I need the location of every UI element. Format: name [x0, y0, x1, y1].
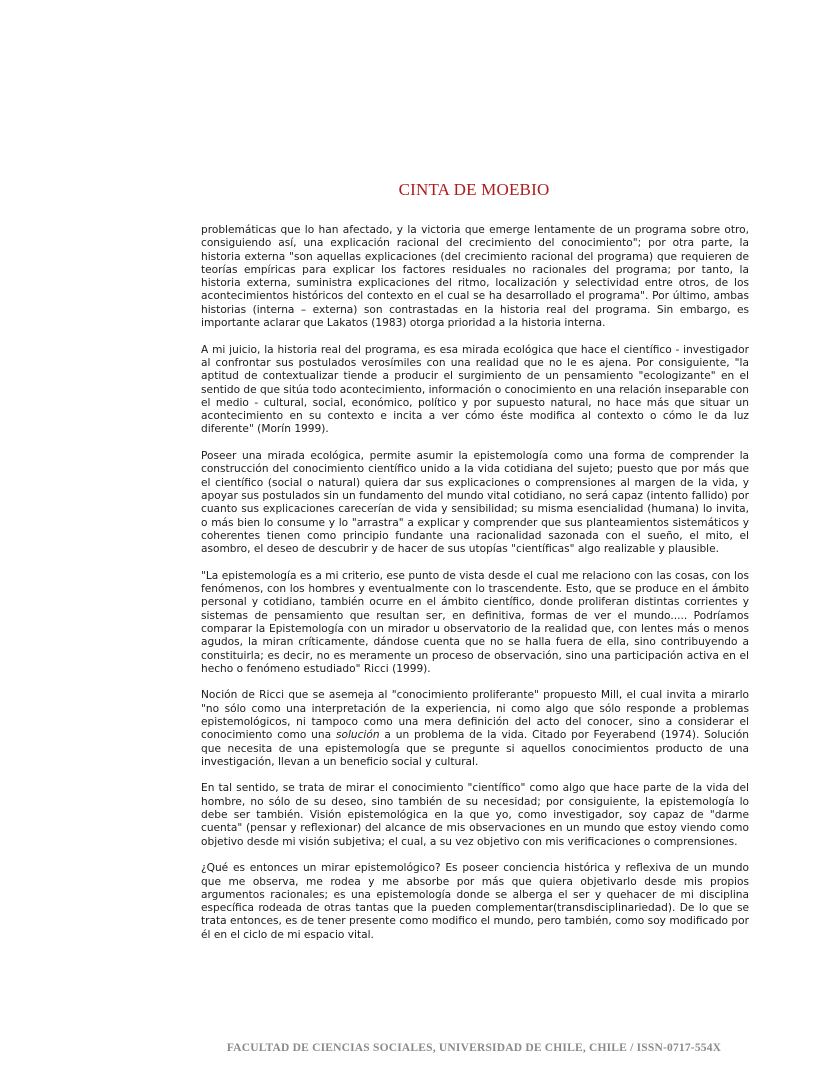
- paragraph: Poseer una mirada ecológica, permite asumir la epistemología como una forma de comprender la construcción del conocimiento científico unido a la vida cotidiana del sujeto; puesto que por más que el científico (social o natural) quiera dar sus explicaciones o comprensiones al margen de la vida, y apoyar sus postulados sin un fundamento del mundo vital cotidiano, no será capaz (intento fallido) por cuanto sus explicaciones carecerían de vida y sensibilidad; su misma esencialidad (humana) lo invita, o más bien lo consume y lo "arrastra" a explicar y comprender que sus planteamientos sistemáticos y coherentes tienen como principio fundante una racionalidad sazonada con el sueño, el mito, el asombro, el deseo de descubrir y de hacer de sus utopías "científicas" algo realizable y plausible.: [201, 450, 749, 556]
- emphasized-word: solución: [335, 729, 380, 742]
- paragraph: En tal sentido, se trata de mirar el conocimiento "científico" como algo que hace parte de la vida del hombre, no sólo de su deseo, sino también de su necesidad; por consiguiente, la epistemología lo debe ser también. Visión epistemológica en la que yo, como investigador, soy capaz de "darme cuenta" (pensar y reflexionar) del alcance de mis observaciones en un mundo que estoy viendo como objetivo desde mi visión subjetiva; el cual, a su vez objetivo con mis verificaciones o comprensiones.: [201, 782, 749, 848]
- paragraph: problemáticas que lo han afectado, y la victoria que emerge lentamente de un programa sobre otro, consiguiendo así, una explicación racional del crecimiento del conocimiento"; por otra parte, la historia externa "son aquellas explicaciones (del crecimiento racional del programa) que requieren de teorías empíricas para explicar los factores residuales no racionales del programa; por tanto, la historia externa, suministra explicaciones del ritmo, localización y selectividad entre otros, de los acontecimientos históricos del contexto en el cual se ha desarrollado el programa". Por último, ambas historias (interna – externa) son contrastadas en la historia real del programa. Sin embargo, es importante aclarar que Lakatos (1983) otorga prioridad a la historia interna.: [201, 224, 749, 330]
- article-body: [201, 224, 749, 955]
- paragraph-text: a un problema de la vida. Citado por Feyerabend (1974). Solución que necesita de una epistemología que se pregunte si aquellos conocimientos producto de una investigación, llevan a un beneficio social y cultural.: [201, 729, 749, 768]
- paragraph: [201, 689, 749, 769]
- journal-title: CINTA DE MOEBIO: [398, 180, 550, 199]
- journal-footer: FACULTAD DE CIENCIAS SOCIALES, UNIVERSIDAD DE CHILE, CHILE / ISSN-0717-554X: [226, 1042, 722, 1054]
- paragraph: A mi juicio, la historia real del programa, es esa mirada ecológica que hace el científico - investigador al confrontar sus postulados verosímiles con una realidad que no le es ajena. Por consiguiente, "la aptitud de contextualizar tiende a producir el surgimiento de un pensamiento "ecologizante" en el sentido de que sitúa todo acontecimiento, información o conocimiento en una relación inseparable con el medio - cultural, social, económico, político y por supuesto natural, no hace más que situar un acontecimiento en su contexto e incita a ver cómo éste modifica al contexto o cómo le da luz diferente" (Morín 1999).: [201, 343, 749, 436]
- paragraph: ¿Qué es entonces un mirar epistemológico? Es poseer conciencia histórica y reflexiva de un mundo que me observa, me rodea y me absorbe por más que quiera objetivarlo desde mis propios argumentos racionales; es una epistemología donde se alberga el ser y quehacer de mi disciplina específica rodeada de otras tantas que la pueden complementar(transdisciplinariedad). De lo que se trata entonces, es de tener presente como modifico el mundo, pero también, como soy modificado por él en el ciclo de mi espacio vital.: [201, 862, 749, 941]
- paragraph-text: Noción de Ricci que se asemeja al "conocimiento proliferante" propuesto Mill, el cual invita a mirarlo "no sólo como una interpretación de la experiencia, ni como algo que sólo responde a problemas epistemológicos, ni tampoco como una mera definición del acto del conocer, sino a considerar el conocimiento como una: [201, 689, 749, 742]
- paragraph: "La epistemología es a mi criterio, ese punto de vista desde el cual me relaciono con las cosas, con los fenómenos, con los hombres y eventualmente con lo trascendente. Esto, que se produce en el ámbito personal y cotidiano, también ocurre en el ámbito científico, donde proliferan distintas corrientes y sistemas de pensamiento que resultan ser, en definitiva, formas de ver el mundo..... Podríamos comparar la Epistemología con un mirador u observatorio de la realidad que, con lentes más o menos agudos, la miran críticamente, dándose cuenta que no se halla fuera de ella, sino contribuyendo a constituirla; es decir, no es meramente un proceso de observación, sino una participación activa en el hecho o fenómeno estudiado" Ricci (1999).: [201, 569, 749, 675]
